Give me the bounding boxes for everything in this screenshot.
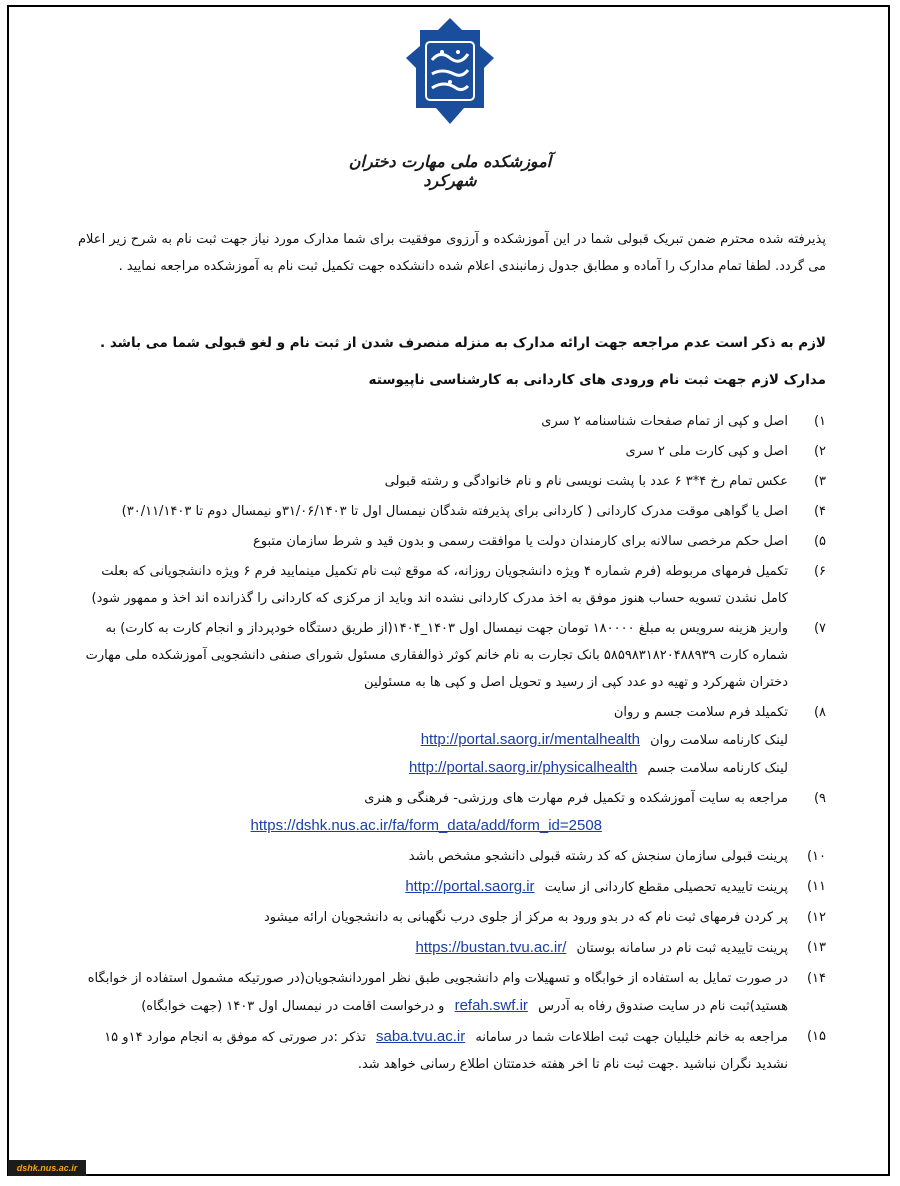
mental-health-link-row: [78, 726, 788, 754]
list-item: [78, 843, 826, 870]
saba-link[interactable]: saba.tvu.ac.ir: [375, 1028, 466, 1045]
item-text: اصل یا گواهی موقت مدرک کاردانی ( کاردانی برای پذیرفته شدگان نیمسال اول تا ۳۱/۰۶/۱۴۰۳و نیمسال دوم تا ۳۰/۱۱/۱۴۰۳): [121, 504, 788, 519]
intro-paragraph: [78, 226, 826, 280]
item-number: ۸): [813, 705, 826, 720]
item-number: ۶): [813, 564, 826, 579]
list-item: [78, 528, 826, 555]
item-number: ۱۲): [806, 910, 826, 925]
item-text: واریز هزینه سرویس به مبلغ ۱۸۰۰۰۰ تومان جهت نیمسال اول ۱۴۰۳_۱۴۰۴(از طریق دستگاه خودپرداز و انجام کارت به کارت) به شماره کارت ۵۸۵۹۸۳۱۸۲۰۴۸۸۹۳۹ بانک تجارت به نام خانم کوثر ذوالفقاری مسئول شورای صنفی دانشجویی آموزشکده ملی مهارت دختران شهرکرد و تهیه دو عدد کپی از رسید و تحویل اصل و کپی ها به مسئولین: [85, 621, 788, 690]
refah-link[interactable]: refah.swf.ir: [454, 997, 528, 1014]
list-item: [78, 934, 826, 962]
item-text: مراجعه به سایت آموزشکده و تکمیل فرم مهارت های ورزشی- فرهنگی و هنری: [364, 791, 788, 806]
item-number: ۱۴): [806, 971, 826, 986]
site-watermark: dshk.nus.ac.ir: [8, 1160, 86, 1176]
list-item: [78, 438, 826, 465]
item-number: ۳): [813, 474, 826, 489]
form-link-row: [78, 812, 788, 840]
item-number: ۷): [813, 621, 826, 636]
item-number: ۲): [813, 444, 826, 459]
saorg-portal-link[interactable]: http://portal.saorg.ir: [405, 878, 535, 895]
list-item: [78, 785, 826, 840]
list-item: [78, 558, 826, 612]
link-label: لینک کارنامه سلامت جسم: [647, 761, 788, 776]
item-number: ۵): [813, 534, 826, 549]
physical-health-link-row: [78, 754, 788, 782]
item-text: پرینت قبولی سازمان سنجش که کد رشته قبولی دانشجو مشخص باشد: [408, 849, 788, 864]
item-text: پر کردن فرمهای ثبت نام که در بدو ورود به مرکز از جلوی درب نگهبانی به دانشجویان ارائه میشود: [263, 910, 788, 925]
physical-health-link[interactable]: http://portal.saorg.ir/physicalhealth: [408, 759, 638, 776]
list-item: [78, 1023, 826, 1078]
section-heading: مدارک لازم جهت ثبت نام ورودی های کاردانی به کارشناسی ناپیوسته: [368, 372, 826, 388]
item-number: ۱): [813, 414, 826, 429]
list-item: [78, 498, 826, 525]
item-text: اصل و کپی از تمام صفحات شناسنامه ۲ سری: [541, 414, 788, 429]
item-number: ۹): [813, 791, 826, 806]
item-number: ۱۵): [806, 1029, 826, 1044]
item-text: تکمیل فرمهای مربوطه (فرم شماره ۴ ویژه دانشجویان روزانه، که موقع ثبت نام تکمیل مینمایید فرم ۶ ویژه دانشجویانی که بعلت کامل نشدن تسویه حساب هنوز موفق به اخذ مدرک کاردانی نشده اند وباید از مرکزی که کاردانی را گذرانده اند اخذ و ممهور شود): [91, 564, 788, 606]
item-text: عکس تمام رخ ۴*۳ ۶ عدد با پشت نویسی نام و نام خانوادگی و رشته قبولی: [384, 474, 788, 489]
documents-list: [78, 408, 826, 1078]
item-number: ۴): [813, 504, 826, 519]
mental-health-link[interactable]: http://portal.saorg.ir/mentalhealth: [420, 731, 640, 748]
list-item: [78, 468, 826, 495]
item-text: پرینت تاییدیه ثبت نام در سامانه بوستان: [576, 941, 788, 956]
link-label: لینک کارنامه سلامت روان: [650, 733, 788, 748]
skills-form-link[interactable]: https://dshk.nus.ac.ir/fa/form_data/add/form_id=2508: [250, 817, 602, 834]
item-text-continued: و درخواست اقامت در نیمسال اول ۱۴۰۳ (جهت خوابگاه): [141, 999, 445, 1014]
list-item: [78, 965, 826, 1020]
item-text-continued: تذکر :در صورتی که موفق به انجام موارد ۱۴و ۱۵ نشدید نگران نباشید .جهت ثبت نام تا اخر هفته خدمتتان اطلاع رسانی خواهد شد.: [104, 1030, 788, 1072]
list-item: [78, 873, 826, 901]
item-text: تکمیلد فرم سلامت جسم و روان: [613, 705, 788, 720]
item-number: ۱۱): [806, 879, 826, 894]
list-item: [78, 408, 826, 435]
document-body: [78, 226, 826, 1081]
university-logo: [402, 16, 498, 128]
item-number: ۱۰): [806, 849, 826, 864]
item-number: ۱۳): [806, 940, 826, 955]
item-text: در صورت تمایل به استفاده از خوابگاه و تسهیلات وام دانشجویی طبق نظر اموردانشجویان(در صورتیکه مشمول استفاده از خوابگاه هستید)ثبت نام در سایت صندوق رفاه به آدرس: [87, 971, 788, 1014]
bustan-link[interactable]: https://bustan.tvu.ac.ir/: [415, 939, 567, 956]
item-text: اصل حکم مرخصی سالانه برای کارمندان دولت یا موافقت رسمی و بدون قید و شرط سازمان متبوع: [253, 534, 788, 549]
notice-text: لازم به ذکر است عدم مراجعه جهت ارائه مدارک به منزله منصرف شدن از ثبت نام و لغو قبولی شما می باشد .: [100, 335, 826, 351]
item-text: مراجعه به خانم خلیلیان جهت ثبت اطلاعات شما در سامانه: [475, 1030, 788, 1045]
list-item: [78, 904, 826, 931]
intro-line-1: پذیرفته شده محترم ضمن تبریک قبولی شما در این آموزشکده و آرزوی موفقیت برای شما مدارک مورد نیاز جهت ثبت نام به شرح زیر اعلام: [78, 232, 826, 247]
institution-subtitle: آموزشکده ملی مهارت دختران شهرکرد: [348, 152, 552, 190]
intro-line-2: می گردد. لطفا تمام مدارک را آماده و مطابق جدول زمانبندی اعلام شده دانشکده جهت تکمیل ثبت نام به آموزشکده مراجعه نمایید .: [118, 259, 826, 274]
list-item: [78, 615, 826, 696]
item-text: پرینت تاییدیه تحصیلی مقطع کاردانی از سایت: [544, 880, 788, 895]
item-text: اصل و کپی کارت ملی ۲ سری: [625, 444, 788, 459]
list-item: [78, 699, 826, 782]
